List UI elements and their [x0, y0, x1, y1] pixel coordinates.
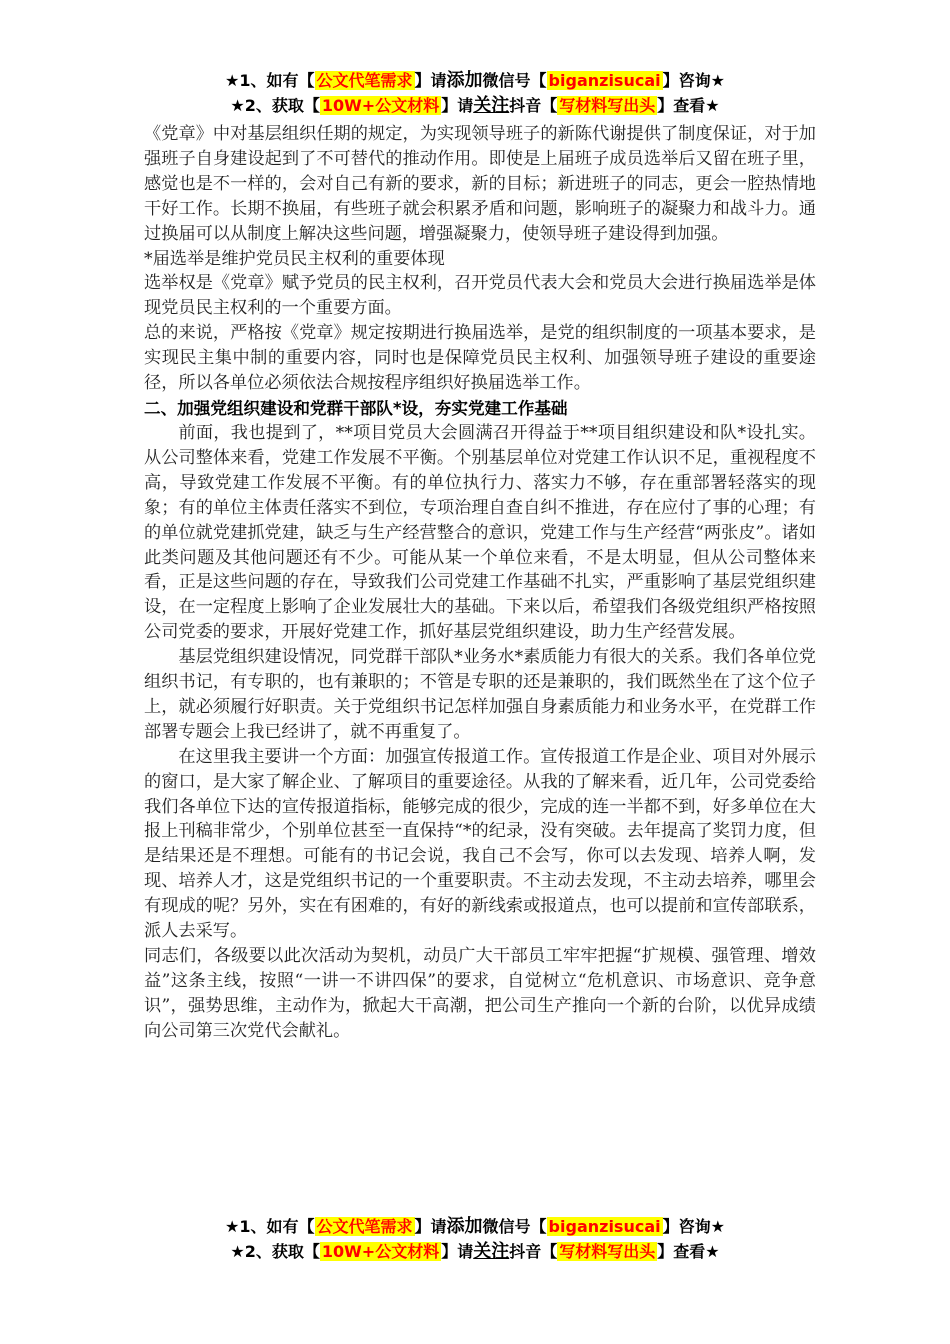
- banner-text: ★2、获取【: [230, 96, 320, 115]
- highlight-service: 公文代笔需求: [316, 71, 413, 90]
- paragraph: 基层党组织建设情况，同党群干部队*业务水*素质能力有很大的关系。我们各单位党组织书记，有专职的，也有兼职的；不管是专职的还是兼职的，我们既然坐在了这个位子上，就必须履行好职责。关于党组织书记怎样加强自身素质能力和业务水平，在党群工作部署专题会上我已经讲了，就不再重复了。: [144, 647, 816, 742]
- banner-text: 】请: [414, 71, 447, 90]
- highlight-douyin-account: 写材料写出头: [559, 1242, 656, 1261]
- banner-text: ★1、如有【: [225, 1217, 315, 1236]
- banner-text: 】请: [441, 96, 474, 115]
- paragraph: 前面，我也提到了，**项目党员大会圆满召开得益于**项目组织建设和队*设扎实。从公司整体来看，党建工作发展不平衡。个别基层单位对党建工作认识不足，重视程度不高，导致党建工作发展不平衡。有的单位执行力、落实力不够，存在重部署轻落实的现象；有的单位主体责任落实不到位，专项治理自查自纠不推进，存在应付了事的心理；有的单位就党建抓党建，缺乏与生产经营整合的意识，党建工作与生产经营“两张皮”。诸如此类问题及其他问题还有不少。可能从某一个单位来看，不是太明显，但从公司整体来看，正是这些问题的存在，导致我们公司党建工作基础不扎实，严重影响了基层党组织建设，在一定程度上影响了企业发展壮大的基础。下来以后，希望我们各级党组织严格按照公司党委的要求，开展好党建工作，抓好基层党组织建设，助力生产经营发展。: [144, 422, 816, 643]
- paragraph: 总的来说，严格按《党章》规定按期进行换届选举，是党的组织制度的一项基本要求，是实现民主集中制的重要内容，同时也是保障党员民主权利、加强领导班子建设的重要途径，所以各单位必须依法合规按程序组织好换届选举工作。: [144, 323, 816, 394]
- banner-text: 】查看★: [657, 96, 720, 115]
- banner-text: 】查看★: [657, 1242, 720, 1261]
- footer-banner: [0, 1214, 950, 1264]
- banner-line-2: [0, 93, 950, 118]
- banner-text: 微信号【: [482, 71, 547, 90]
- highlight-materials: 10W+公文材料: [321, 96, 440, 115]
- banner-text: ★1、如有【: [225, 71, 315, 90]
- banner-text: 抖音【: [509, 96, 558, 115]
- highlight-wechat-id: biganzisucai: [548, 1217, 661, 1236]
- banner-emphasis: 添加: [446, 1216, 483, 1237]
- document-body: [144, 122, 816, 1044]
- banner-line-1: [0, 1214, 950, 1239]
- banner-text: 】咨询★: [662, 71, 725, 90]
- header-banner: [0, 68, 950, 118]
- banner-line-1: [0, 68, 950, 93]
- highlight-service: 公文代笔需求: [316, 1217, 413, 1236]
- paragraph: *届选举是维护党员民主权利的重要体现: [144, 248, 445, 269]
- banner-text: 抖音【: [509, 1242, 558, 1261]
- paragraph: 同志们，各级要以此次活动为契机，动员广大干部员工牢牢把握“扩规模、强管理、增效益”这条主线，按照“一讲一不讲四保”的要求，自觉树立“危机意识、市场意识、竞争意识”，强势思维，主动作为，掀起大干高潮，把公司生产推向一个新的台阶，以优异成绩向公司第三次党代会献礼。: [144, 946, 816, 1041]
- banner-text: 】请: [441, 1242, 474, 1261]
- banner-emphasis: 关注: [473, 95, 510, 116]
- highlight-materials: 10W+公文材料: [321, 1242, 440, 1261]
- paragraph: 《党章》中对基层组织任期的规定，为实现领导班子的新陈代谢提供了制度保证，对于加强班子自身建设起到了不可替代的推动作用。即使是上届班子成员选举后又留在班子里，感觉也是不一样的，会对自己有新的要求，新的目标；新进班子的同志，更会一腔热情地干好工作。长期不换届，有些班子就会积累矛盾和问题，影响班子的凝聚力和战斗力。通过换届可以从制度上解决这些问题，增强凝聚力，使领导班子建设得到加强。: [144, 124, 816, 244]
- paragraph: 在这里我主要讲一个方面：加强宣传报道工作。宣传报道工作是企业、项目对外展示的窗口，是大家了解企业、了解项目的重要途径。从我的了解来看，近几年，公司党委给我们各单位下达的宣传报道指标，能够完成的很少，完成的连一半都不到，好多单位在大报上刊稿非常少，个别单位甚至一直保持“*的纪录，没有突破。去年提高了奖罚力度，但是结果还是不理想。可能有的书记会说，我自己不会写，你可以去发现、培养人啊，发现、培养人才，这是党组织书记的一个重要职责。不主动去发现，不主动去培养，哪里会有现成的呢？另外，实在有困难的，有好的新线索或报道点，也可以提前和宣传部联系，派人去采写。: [144, 746, 816, 942]
- banner-text: 】请: [414, 1217, 447, 1236]
- banner-text: 】咨询★: [662, 1217, 725, 1236]
- banner-text: ★2、获取【: [230, 1242, 320, 1261]
- highlight-douyin-account: 写材料写出头: [559, 96, 656, 115]
- banner-line-2: [0, 1239, 950, 1264]
- highlight-wechat-id: biganzisucai: [548, 71, 661, 90]
- section-heading: 二、加强党组织建设和党群干部队*设，夯实党建工作基础: [144, 398, 568, 418]
- banner-emphasis: 添加: [446, 70, 483, 91]
- banner-text: 微信号【: [482, 1217, 547, 1236]
- banner-emphasis: 关注: [473, 1241, 510, 1262]
- paragraph: 选举权是《党章》赋予党员的民主权利，召开党员代表大会和党员大会进行换届选举是体现党员民主权利的一个重要方面。: [144, 273, 816, 319]
